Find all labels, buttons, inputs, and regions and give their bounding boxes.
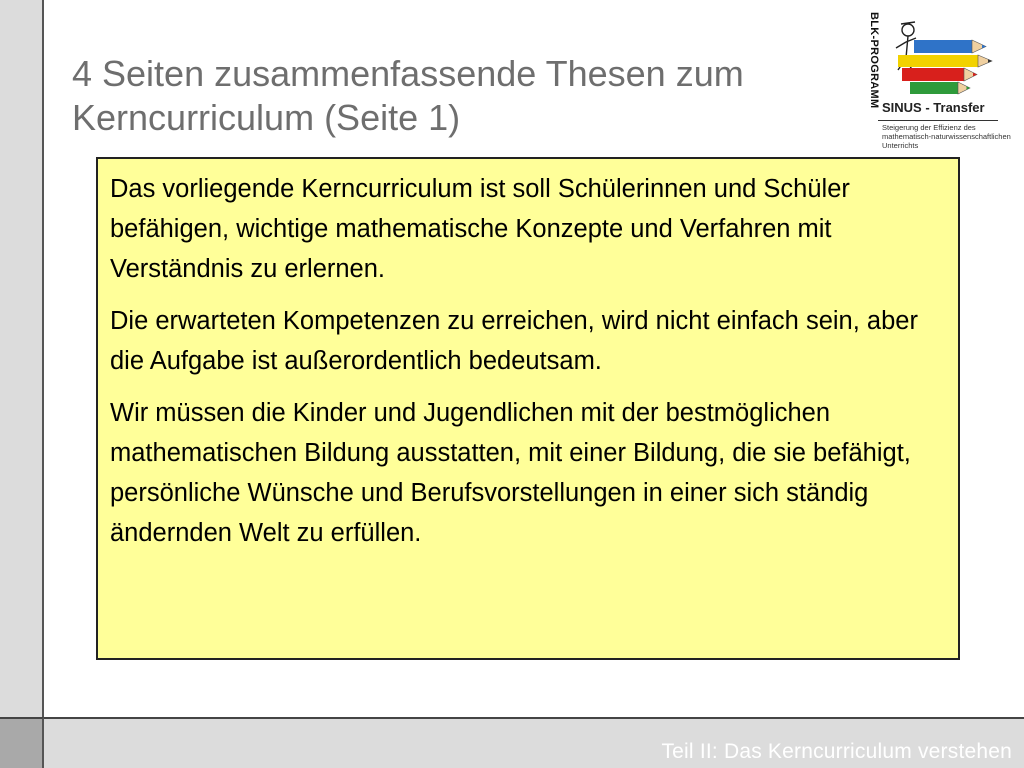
title-line-2: Kerncurriculum (Seite 1) (72, 97, 461, 138)
thesis-text-box (96, 157, 960, 660)
footer-corner (0, 717, 44, 768)
footer-bar (0, 717, 1024, 768)
footer-text: Teil II: Das Kerncurriculum verstehen (661, 740, 1012, 763)
thesis-paragraph-3: Wir müssen die Kinder und Jugendlichen mit der bestmöglichen mathematischen Bildung ausstatten, mit einer Bildung, die sie befähigt, persönliche Wünsche und Berufsvorstellungen in einer sich ständig ändernden Welt zu erfüllen. (110, 399, 911, 547)
logo-subtitle: Steigerung der Effizienz des mathematisch-naturwissenschaftlichen Unterrichts (882, 123, 1011, 150)
logo-divider (878, 120, 998, 121)
logo-vertical-text: BLK-PROGRAMM (868, 12, 880, 109)
slide-title (72, 52, 832, 140)
thesis-paragraph-2: Die erwarteten Kompetenzen zu erreichen, wird nicht einfach sein, aber die Aufgabe ist außerordentlich bedeutsam. (110, 307, 918, 375)
left-sidebar-band (0, 0, 44, 768)
thesis-paragraph-1: Das vorliegende Kerncurriculum ist soll Schülerinnen und Schüler befähigen, wichtige mathematische Konzepte und Verfahren mit Verständnis zu erlernen. (110, 175, 850, 283)
title-line-1: 4 Seiten zusammenfassende Thesen zum (72, 53, 744, 94)
logo-brand: SINUS - Transfer (882, 100, 985, 115)
